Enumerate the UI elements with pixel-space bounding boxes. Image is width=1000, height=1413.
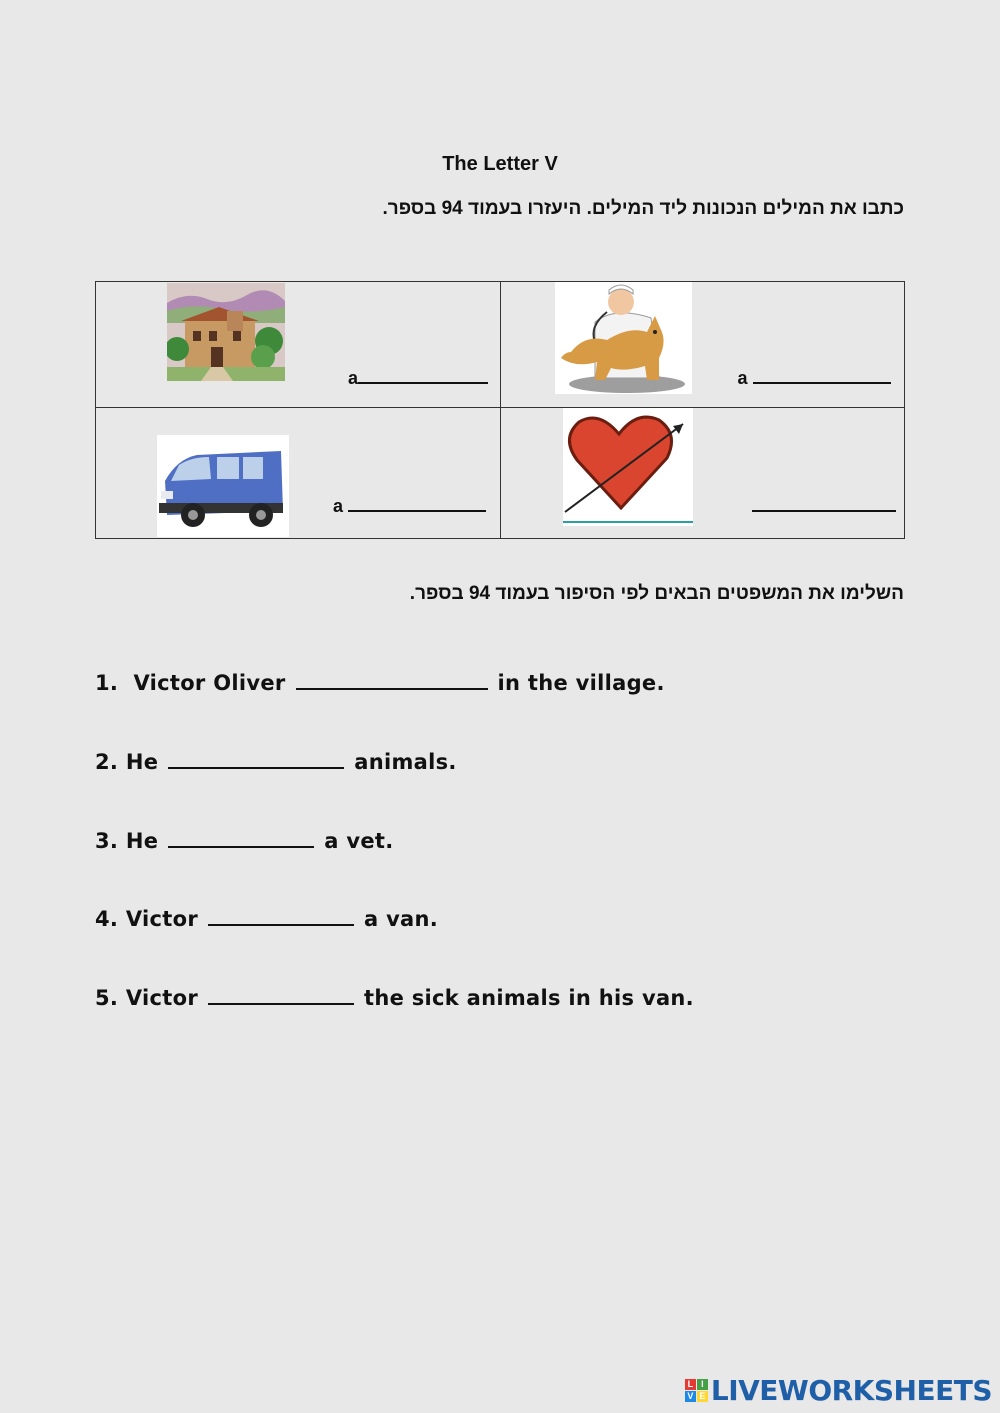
heart-answer-blank[interactable] <box>752 494 896 512</box>
sentence-number: 4. <box>95 907 119 931</box>
vet-article: a <box>737 368 748 388</box>
sentence-after: a vet. <box>324 829 394 853</box>
sentence-blank[interactable] <box>208 906 354 926</box>
sentence-number: 2. <box>95 750 119 774</box>
sentence-3 <box>95 828 393 853</box>
van-answer <box>333 494 486 517</box>
house-picture <box>167 283 285 381</box>
sentence-blank[interactable] <box>168 828 314 848</box>
sentence-blank[interactable] <box>208 985 354 1005</box>
worksheet-title: The Letter V <box>442 153 558 175</box>
sentence-4 <box>95 906 438 931</box>
sentence-blank[interactable] <box>168 749 344 769</box>
sentence-before: Victor <box>125 907 198 931</box>
sentence-number: 3. <box>95 829 119 853</box>
heart-with-arrow-picture <box>563 408 693 526</box>
van-picture <box>157 435 289 537</box>
liveworksheets-logo-icon: L I V E <box>685 1379 708 1402</box>
grid-cell-house <box>96 282 501 408</box>
van-answer-blank[interactable] <box>348 494 486 512</box>
sentence-before: Victor <box>125 986 198 1010</box>
grid-cell-van <box>96 408 501 539</box>
liveworksheets-logo[interactable] <box>685 1374 992 1407</box>
house-answer-blank[interactable] <box>358 366 488 384</box>
sentence-1 <box>95 670 665 695</box>
instructions-part1: כתבו את המילים הנכונות ליד המילים. היעזרו בעמוד 94 בספר. <box>382 198 904 219</box>
van-article: a <box>333 496 344 516</box>
vet-answer-blank[interactable] <box>753 366 891 384</box>
sentence-after: a van. <box>363 907 439 931</box>
picture-vocabulary-grid <box>95 281 905 539</box>
sentence-number: 5. <box>95 986 119 1010</box>
sentence-number: 1. <box>95 671 119 695</box>
sentence-blank[interactable] <box>296 670 488 690</box>
sentence-after: in the village. <box>497 671 665 695</box>
sentence-after: the sick animals in his van. <box>363 986 694 1010</box>
heart-answer <box>752 494 896 517</box>
vet-answer <box>738 366 891 389</box>
liveworksheets-logo-text: LIVEWORKSHEETS <box>710 1374 992 1407</box>
vet-with-cat-picture <box>555 282 692 394</box>
sentence-before: He <box>125 829 159 853</box>
house-answer <box>348 366 488 389</box>
house-article: a <box>348 368 359 388</box>
sentence-after: animals. <box>354 750 457 774</box>
grid-cell-vet <box>500 282 905 408</box>
sentence-2 <box>95 749 457 774</box>
instructions-part2: השלימו את המשפטים הבאים לפי הסיפור בעמוד 94 בספר. <box>409 583 904 604</box>
grid-cell-heart <box>500 408 905 539</box>
sentence-before: He <box>125 750 159 774</box>
sentence-before: Victor Oliver <box>133 671 286 695</box>
sentence-5 <box>95 985 694 1010</box>
